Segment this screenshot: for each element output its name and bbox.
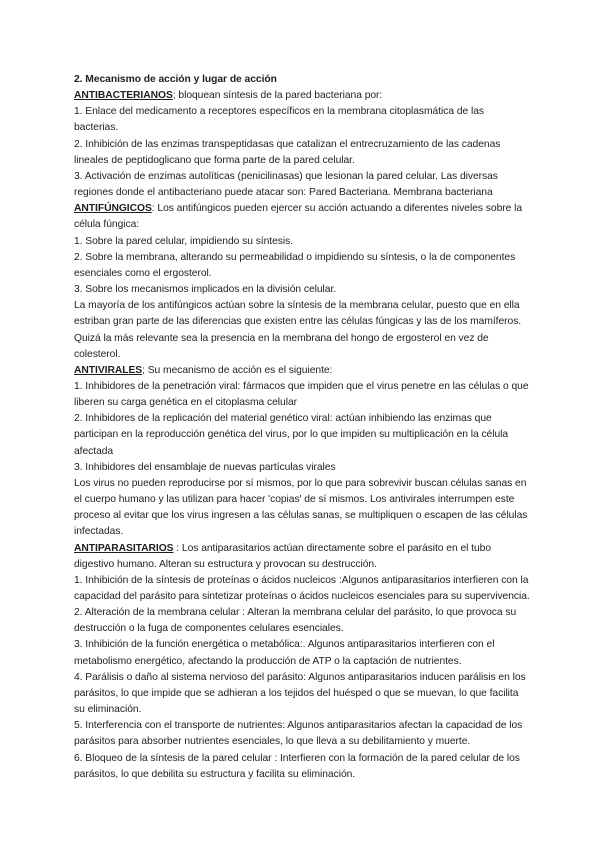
paragraph: 2. Inhibidores de la replicación del material genético viral: actúan inhibiendo las enzimas que participan en la reproducción genética del virus, por lo que impiden su multiplicación en la célula afectada <box>74 413 509 457</box>
paragraph: 3. Activación de enzimas autolíticas (penicilinasas) que lesionan la pared celular. Las diversas regiones donde el antibacteriano puede atacar son: Pared Bacteriana. Membrana bacteriana <box>74 170 498 199</box>
paragraph: 3. Inhibidores del ensamblaje de nuevas partículas virales <box>74 461 336 473</box>
paragraph: 2. Inhibición de las enzimas transpeptidasas que catalizan el entrecruzamiento de las cadenas lineales de peptidoglicano que forma parte de la pared celular. <box>74 138 501 166</box>
antivirales-heading: ANTIVIRALES <box>74 364 143 376</box>
paragraph: 1. Sobre la pared celular, impidiendo su síntesis. <box>74 235 294 247</box>
section-title: 2. Mecanismo de acción y lugar de acción <box>74 74 277 85</box>
paragraph: La mayoría de los antifúngicos actúan sobre la síntesis de la membrana celular, puesto que en ella estriban gran parte de las diferencias que existen entre las células fúngicas y las de los mamíferos. Quizá la más relevante sea la presencia en la membrana del hongo de ergosterol en vez de colesterol. <box>74 300 522 360</box>
antiparasitarios-intro <box>74 541 530 573</box>
paragraph: 5. Interferencia con el transporte de nutrientes: Algunos antiparasitarios afectan la capacidad de los parásitos para absorber nutrientes esenciales, lo que lleva a su debilitamiento y muerte. <box>74 720 523 748</box>
paragraph: 2. Alteración de la membrana celular : Alteran la membrana celular del parásito, lo que provoca su destrucción o la fuga de componentes celulares esenciales. <box>74 607 517 635</box>
paragraph: 6. Bloqueo de la síntesis de la pared celular : Interfieren con la formación de la pared celular de los parásitos, lo que debilita su estructura y facilita su eliminación. <box>74 752 520 780</box>
paragraph: 3. Inhibición de la función energética o metabólica:. Algunos antiparasitarios interfieren con el metabolismo energético, afectando la producción de ATP o la captación de nutrientes. <box>74 639 495 667</box>
paragraph: 2. Sobre la membrana, alterando su permeabilidad o impidiendo su síntesis, o la de componentes esenciales como el ergosterol. <box>74 251 516 279</box>
antifungicos-intro-text: : Los antifúngicos pueden ejercer su acción actuando a diferentes niveles sobre la célula fúngica: <box>74 203 523 231</box>
antivirales-intro-text: ; Su mecanismo de acción es el siguiente: <box>142 364 333 376</box>
antiparasitarios-intro-text: : Los antiparasitarios actúan directamente sobre el parásito en el tubo digestivo humano. Alteran su estructura y provocan su destrucción. <box>74 542 492 570</box>
antifungicos-intro <box>74 201 530 233</box>
paragraph: 1. Enlace del medicamento a receptores específicos en la membrana citoplasmática de las bacterias. <box>74 106 485 134</box>
paragraph: 1. Inhibición de la síntesis de proteínas o ácidos nucleicos :Algunos antiparasitarios interfieren con la capacidad del parásito para sintetizar proteínas o ácidos nucleicos esenciales para su supervivencia. <box>74 574 530 602</box>
antifungicos-heading: ANTIFÚNGICOS <box>74 203 152 215</box>
antiparasitarios-heading: ANTIPARASITARIOS <box>74 542 174 554</box>
antivirales-intro <box>74 363 530 379</box>
document-page <box>74 72 530 783</box>
paragraph: 3. Sobre los mecanismos implicados en la división celular. <box>74 284 337 296</box>
antibacterianos-intro <box>74 88 530 104</box>
paragraph: 1. Inhibidores de la penetración viral: fármacos que impiden que el virus penetre en las células o que liberen su carga genética en el citoplasma celular <box>74 380 529 409</box>
paragraph: 4. Parálisis o daño al sistema nervioso del parásito: Algunos antiparasitarios inducen parálisis en los parásitos, lo que impide que se adhieran a los tejidos del huésped o que se muevan, lo que facilita su eliminación. <box>74 671 526 716</box>
antibacterianos-intro-text: ; bloquean síntesis de la pared bacteriana por: <box>172 90 383 102</box>
paragraph: Los virus no pueden reproducirse por sí mismos, por lo que para sobrevivir buscan células sanas en el cuerpo humano y las utilizan para hacer 'copias' de sí mismos. Los antivirales interrumpen este proceso al evitar que los virus ingresen a las células sanas, se multipliquen o escapen de las células infectadas. <box>74 477 528 538</box>
antibacterianos-heading: ANTIBACTERIANOS <box>74 90 173 102</box>
